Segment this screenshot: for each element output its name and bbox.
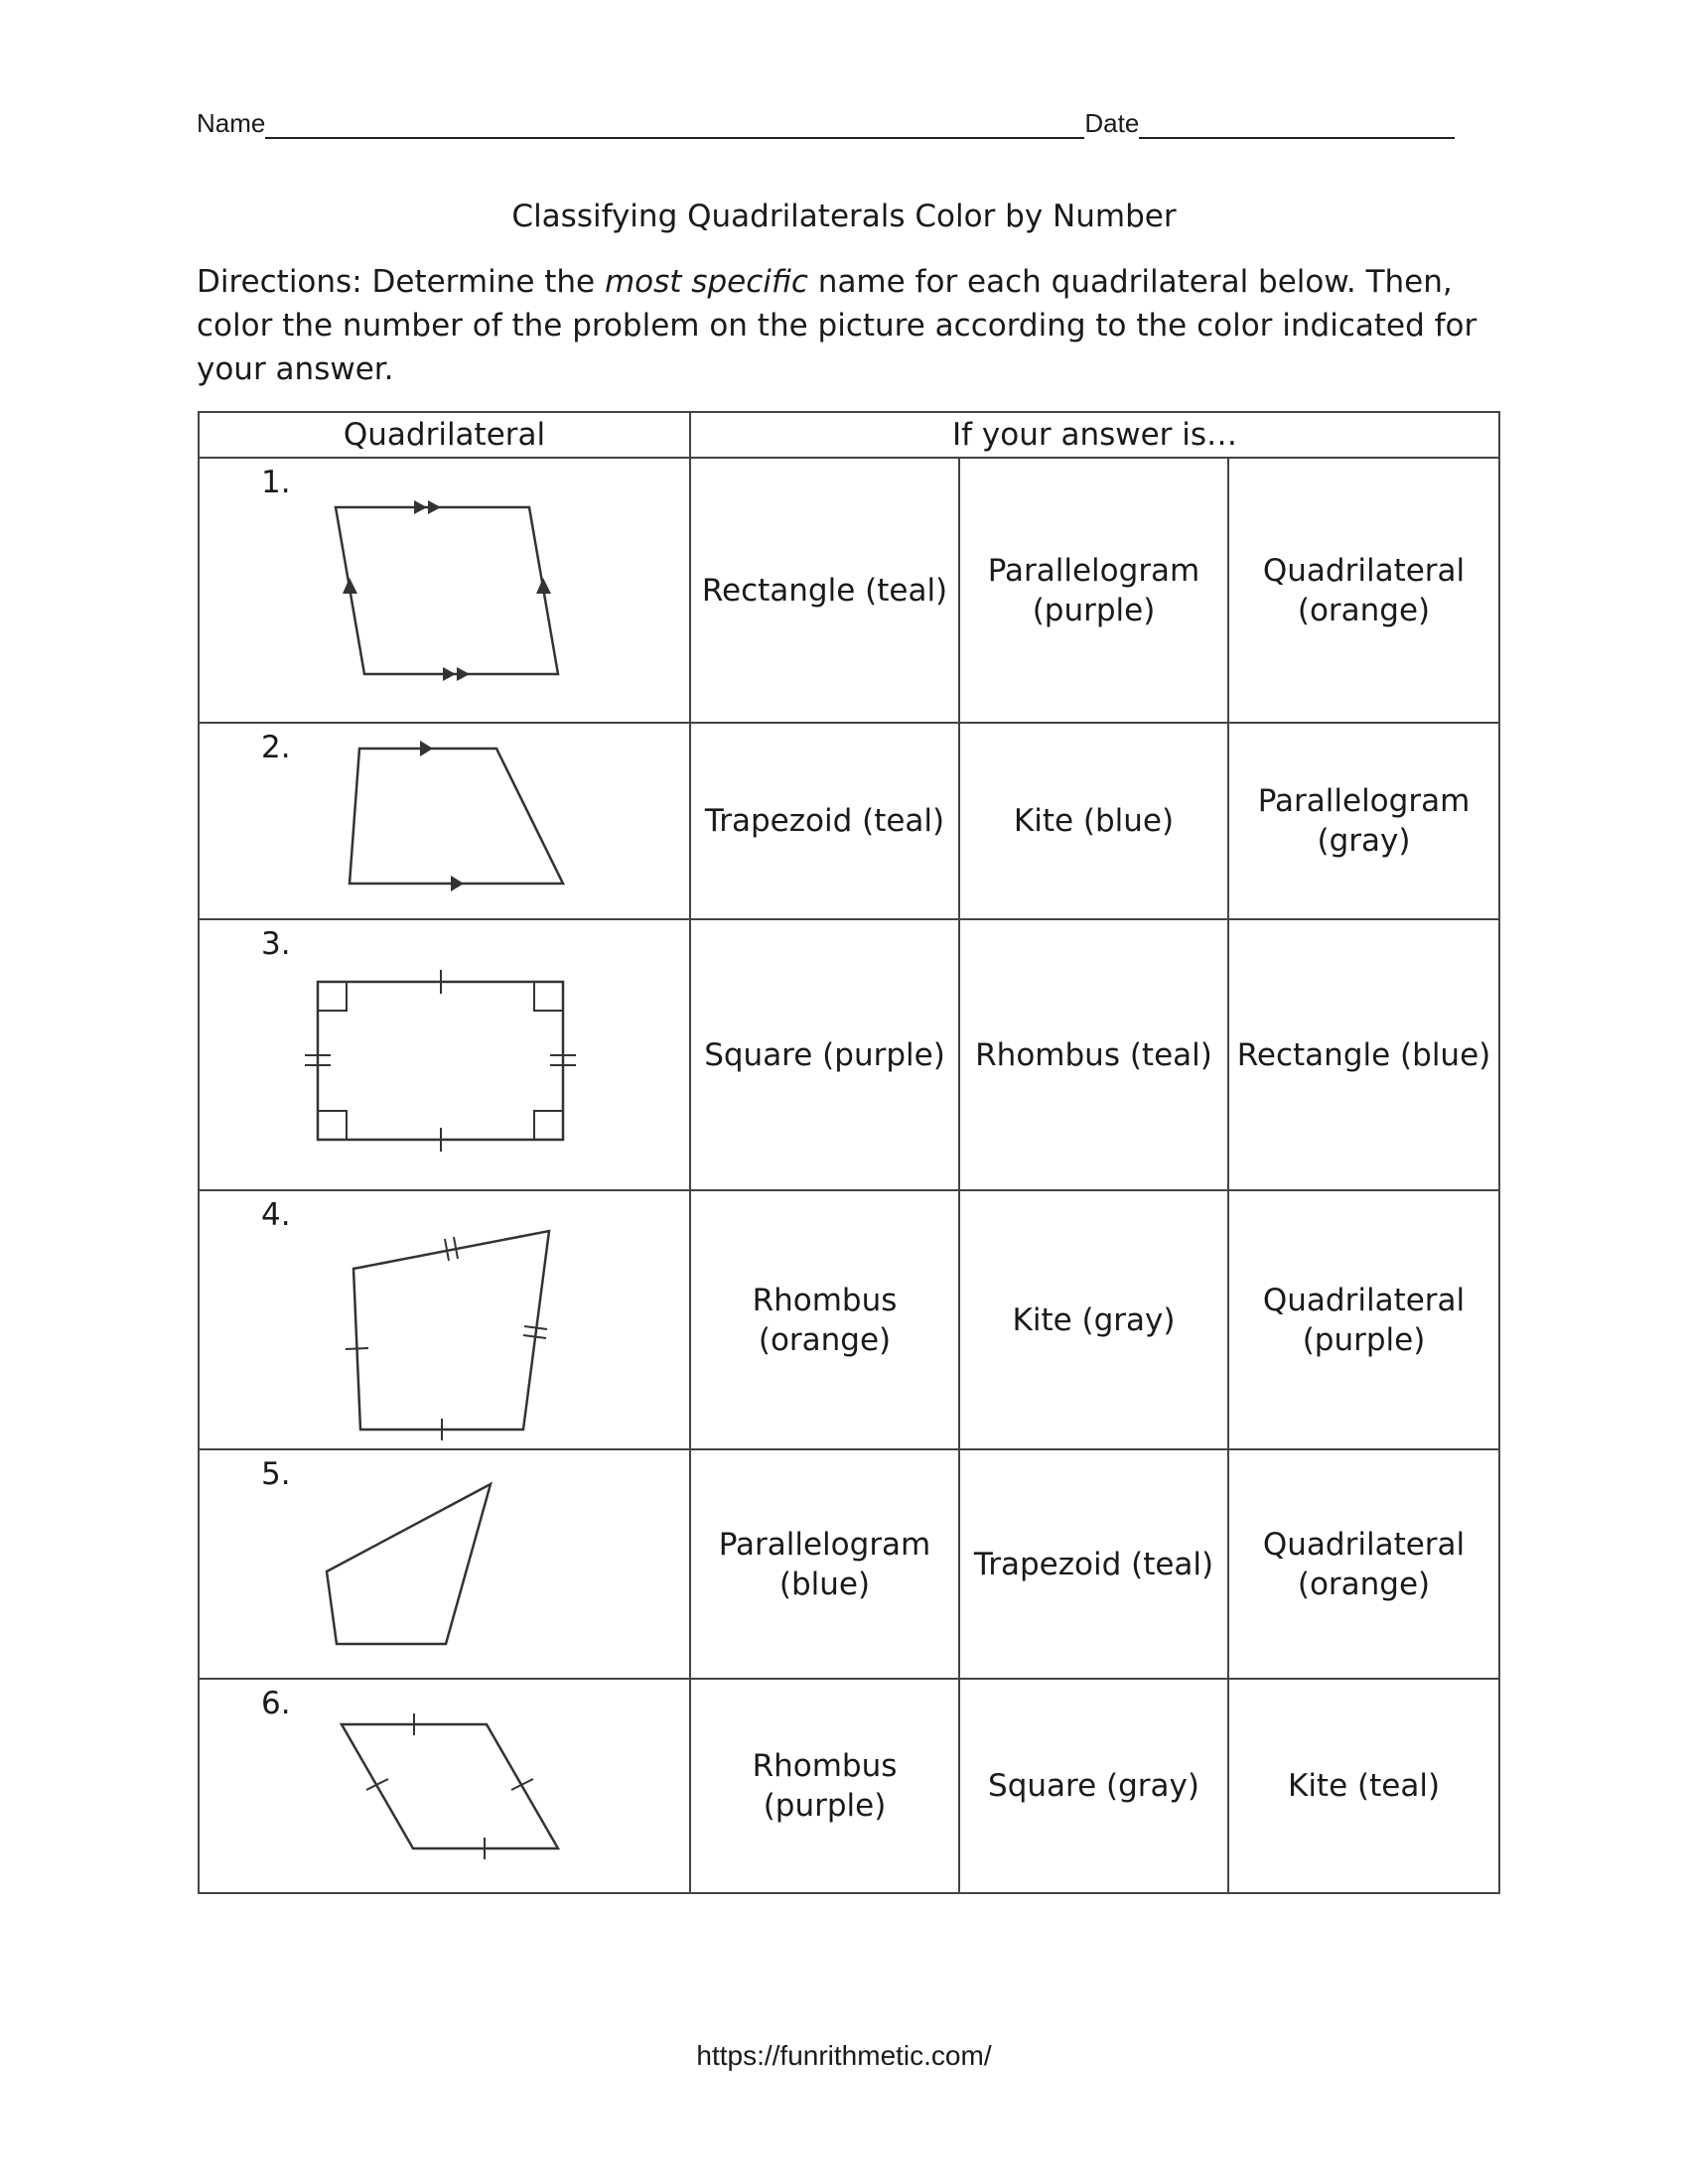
problem-number: 1. [261, 465, 291, 500]
shape-cell [199, 1190, 690, 1449]
directions-label: Directions [197, 264, 352, 300]
shape-cell [199, 458, 690, 723]
answer-option: Rectangle (blue) [1228, 919, 1499, 1190]
table-row [199, 919, 1499, 1190]
answer-option: Parallelogram (gray) [1228, 723, 1499, 919]
name-date-line [197, 99, 1473, 139]
name-field[interactable] [265, 113, 1084, 139]
answer-option: Square (purple) [690, 919, 959, 1190]
answer-option: Kite (teal) [1228, 1679, 1499, 1893]
problem-number: 3. [261, 926, 291, 962]
problem-number: 2. [261, 730, 291, 765]
footer-url: https://funrithmetic.com/ [696, 2040, 992, 2071]
directions [197, 260, 1487, 391]
problem-number: 6. [261, 1686, 291, 1721]
answer-option: Rhombus (orange) [690, 1190, 959, 1449]
answer-option: Rhombus (purple) [690, 1679, 959, 1893]
answer-option: Kite (blue) [959, 723, 1228, 919]
answer-option: Quadrilateral (orange) [1228, 1449, 1499, 1679]
table-row [199, 723, 1499, 919]
shape-cell [199, 723, 690, 919]
header-answer: If your answer is… [690, 412, 1499, 458]
parallelogram-arrows-icon [200, 459, 691, 724]
name-label: Name [197, 108, 266, 138]
shape-cell [199, 919, 690, 1190]
shape-cell [199, 1449, 690, 1679]
answer-option: Rhombus (teal) [959, 919, 1228, 1190]
table-row [199, 1190, 1499, 1449]
answer-option: Parallelogram (purple) [959, 458, 1228, 723]
answer-option: Trapezoid (teal) [959, 1449, 1228, 1679]
kite-ticks-icon [200, 1191, 691, 1450]
header-quadrilateral: Quadrilateral [199, 412, 690, 458]
answer-option: Parallelogram (blue) [690, 1449, 959, 1679]
answer-option: Square (gray) [959, 1679, 1228, 1893]
page-title: Classifying Quadrilaterals Color by Number [511, 199, 1177, 234]
irregular-quadrilateral-icon [200, 1450, 691, 1680]
table-header-row [199, 412, 1499, 458]
directions-emphasis: most specific [604, 264, 808, 300]
answer-option: Rectangle (teal) [690, 458, 959, 723]
directions-text-after: name for each quadrilateral below. Then, color the number of the problem on the picture according to the color indicated for your answer. [197, 264, 1477, 387]
answer-option: Kite (gray) [959, 1190, 1228, 1449]
date-field[interactable] [1139, 113, 1455, 139]
problem-number: 5. [261, 1456, 291, 1492]
worksheet-table [198, 411, 1500, 1894]
rhombus-ticks-icon [200, 1680, 691, 1894]
date-label: Date [1084, 108, 1140, 138]
table-row [199, 1449, 1499, 1679]
table-row [199, 1679, 1499, 1893]
directions-text-before: : Determine the [352, 264, 605, 300]
trapezoid-arrows-icon [200, 724, 691, 920]
problem-number: 4. [261, 1197, 291, 1233]
answer-option: Quadrilateral (orange) [1228, 458, 1499, 723]
table-row [199, 458, 1499, 723]
answer-option: Quadrilateral (purple) [1228, 1190, 1499, 1449]
answer-option: Trapezoid (teal) [690, 723, 959, 919]
shape-cell [199, 1679, 690, 1893]
rectangle-right-angles-icon [200, 920, 691, 1191]
